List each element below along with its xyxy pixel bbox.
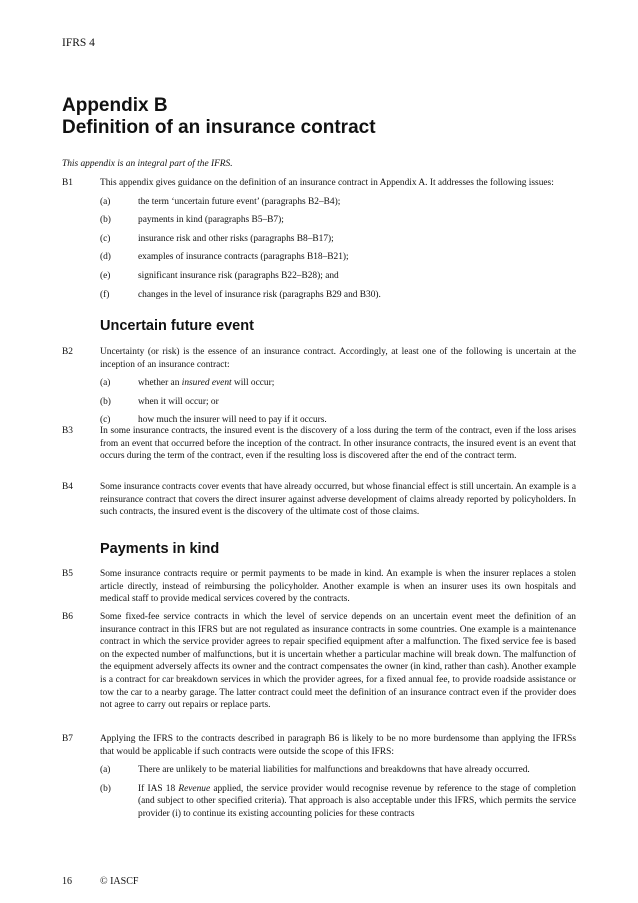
paragraph-text: Uncertainty (or risk) is the essence of an insurance contract. Accordingly, at least one of the following is uncertain at the inception of an insurance contract:	[100, 347, 576, 370]
paragraph-number: B7	[62, 734, 73, 744]
list-item: (a) There are unlikely to be material liabilities for malfunctions and breakdowns that have already occurred.	[100, 765, 530, 776]
copyright: © IASCF	[100, 876, 139, 887]
paragraph-text: Some fixed-fee service contracts in which the level of service depends on an uncertain event meet the definition of an insurance contract in this IFRS but are not regulated as insurance contracts in some countries. One example is a maintenance contract in which the service provider agrees to repair specified equipment after a malfunction. The fixed service fee is based on the expected number of malfunctions, but it is uncertain whether a particular machine will break down. The malfunction of the equipment adversely affects its owner and the contract compensates the owner (in kind, rather than cash). Another example is a contract for car breakdown services in which the provider agrees, for a fixed annual fee, to provide roadside assistance or tow the car to a nearby garage. The latter contract could meet the definition of an insurance contract even if the provider does not agree to carry out repairs or replace parts.	[100, 612, 576, 711]
paragraph-text: Some insurance contracts require or permit payments to be made in kind. An example is when the insurer replaces a stolen article directly, instead of reimbursing the policyholder. Another example is when an insurer uses its own hospitals and medical staff to provide medical services covered by the contracts.	[100, 569, 576, 605]
paragraph-text: Applying the IFRS to the contracts described in paragraph B6 is likely to be no more burdensome than applying the IFRSs that would be applicable if such contracts were outside the scope of this IFRS:	[100, 734, 576, 757]
paragraph-number: B4	[62, 482, 73, 492]
list-item: (c) insurance risk and other risks (paragraphs B8–B17);	[100, 233, 334, 244]
list-item: (c) how much the insurer will need to pay if it occurs.	[100, 415, 327, 426]
paragraph-b4	[62, 481, 576, 519]
paragraph-text: Some insurance contracts cover events that have already occurred, but whose financial effect is still uncertain. An example is a reinsurance contract that covers the direct insurer against adverse development of claims already reported by policyholders. In such contracts, the insured event is the discovery of the ultimate cost of those claims.	[100, 482, 576, 518]
paragraph-b7	[62, 733, 576, 825]
paragraph-b5	[62, 568, 576, 606]
paragraph-number: B1	[62, 178, 73, 188]
paragraph-number: B3	[62, 426, 73, 436]
paragraph-number: B6	[62, 612, 73, 622]
list-item: (a) whether an insured event will occur;	[100, 378, 275, 389]
list-item: (f) changes in the level of insurance risk (paragraphs B29 and B30).	[100, 289, 381, 300]
paragraph-b3	[62, 425, 576, 463]
appendix-title: Appendix B	[62, 95, 168, 116]
list-item: (b) payments in kind (paragraphs B5–B7);	[100, 215, 284, 226]
appendix-subtitle: Definition of an insurance contract	[62, 117, 376, 138]
page-number: 16	[62, 876, 72, 887]
document-header: IFRS 4	[62, 37, 95, 49]
list-item: (b) when it will occur; or	[100, 396, 219, 407]
paragraph-number: B2	[62, 347, 73, 357]
paragraph-b2	[62, 346, 576, 433]
paragraph-text: This appendix gives guidance on the definition of an insurance contract in Appendix A. It addresses the following issues:	[100, 178, 554, 188]
list-item: (b) If IAS 18 Revenue applied, the service provider would recognise revenue by reference to the stage of completion (and subject to other specified criteria). That approach is also acceptable under this IFRS, which permits the service provider (i) to continue its existing accounting policies for these contracts	[100, 783, 576, 819]
paragraph-text: In some insurance contracts, the insured event is the discovery of a loss during the term of the contract, even if the loss arises from an event that occurred before the inception of the contract. In other insurance contracts, the insured event is an event that occurs during the term of the contract, even if the resulting loss is discovered after the end of the contract term.	[100, 426, 576, 462]
section-heading-payments-in-kind: Payments in kind	[100, 541, 220, 557]
intro-note: This appendix is an integral part of the IFRS.	[62, 159, 233, 169]
list-item: (d) examples of insurance contracts (paragraphs B18–B21);	[100, 252, 349, 263]
paragraph-b1	[62, 177, 576, 307]
paragraph-number: B5	[62, 569, 73, 579]
list-item: (a) the term ‘uncertain future event’ (paragraphs B2–B4);	[100, 196, 341, 207]
list-item: (e) significant insurance risk (paragraphs B22–B28); and	[100, 270, 339, 281]
section-heading-uncertain-future-event: Uncertain future event	[100, 318, 254, 334]
paragraph-b6	[62, 611, 576, 712]
